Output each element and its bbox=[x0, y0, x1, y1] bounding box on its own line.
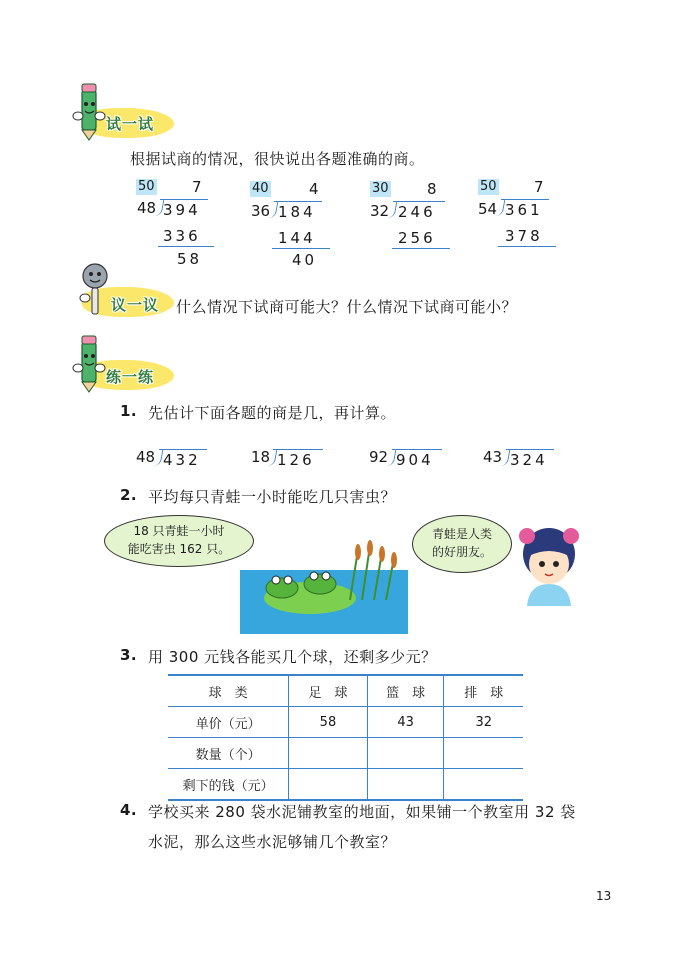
ball-price-table bbox=[168, 674, 523, 801]
table-header-cell: 球 类 bbox=[168, 675, 289, 707]
q3-number: 3. bbox=[120, 646, 138, 664]
table-cell: 单价（元） bbox=[168, 707, 289, 738]
q4-line1: 学校买来 280 袋水泥铺教室的地面，如果铺一个教室用 32 袋 bbox=[148, 803, 576, 821]
divisor: 54 bbox=[478, 200, 498, 218]
pencil-mascot-icon bbox=[72, 334, 106, 394]
division-bracket bbox=[160, 199, 208, 200]
bubble-line: 18 只青蛙一小时 bbox=[133, 524, 225, 538]
table-header-cell: 足 球 bbox=[289, 675, 368, 707]
trial-quotient: 50 bbox=[480, 179, 497, 194]
table-row bbox=[168, 707, 523, 738]
speech-bubble-left bbox=[104, 515, 254, 567]
dividend: 246 bbox=[398, 203, 436, 221]
table-header-cell: 排 球 bbox=[444, 675, 523, 707]
section-title-try: 试一试 bbox=[106, 115, 155, 133]
speech-bubble-right bbox=[412, 515, 512, 573]
table-cell: 43 bbox=[367, 707, 444, 738]
quotient: 7 bbox=[192, 178, 202, 196]
subtraction-line bbox=[158, 246, 214, 247]
table-row bbox=[168, 675, 523, 707]
divisor: 36 bbox=[251, 202, 271, 220]
divisor: 18 bbox=[251, 448, 271, 466]
dividend: 324 bbox=[510, 451, 548, 469]
product: 336 bbox=[163, 227, 201, 245]
q4-line2: 水泥，那么这些水泥够铺几个教室？ bbox=[148, 833, 397, 851]
table-cell bbox=[367, 738, 444, 769]
subtraction-line bbox=[392, 248, 450, 249]
table-cell bbox=[289, 738, 368, 769]
quotient: 7 bbox=[534, 178, 544, 196]
remainder: 58 bbox=[177, 250, 203, 268]
q2-text: 平均每只青蛙一小时能吃几只害虫？ bbox=[148, 488, 397, 506]
trial-quotient: 40 bbox=[252, 181, 269, 196]
page-number: 13 bbox=[596, 889, 612, 903]
table-cell: 58 bbox=[289, 707, 368, 738]
table-cell bbox=[289, 769, 368, 801]
table-cell: 32 bbox=[444, 707, 523, 738]
section-title-practice: 练一练 bbox=[106, 368, 155, 386]
divisor: 48 bbox=[136, 448, 156, 466]
dividend: 126 bbox=[277, 451, 315, 469]
quotient: 4 bbox=[309, 180, 319, 198]
division-bracket bbox=[273, 449, 323, 450]
q4-number: 4. bbox=[120, 801, 138, 819]
divisor: 92 bbox=[369, 448, 389, 466]
division-bracket bbox=[392, 449, 442, 450]
bubble-line: 的好朋友。 bbox=[431, 545, 492, 559]
division-bracket bbox=[274, 201, 322, 202]
pencil-mascot-icon bbox=[72, 82, 106, 142]
microphone-mascot-icon bbox=[78, 262, 112, 320]
q1-number: 1. bbox=[120, 402, 138, 420]
table-cell bbox=[444, 769, 523, 801]
q3-text: 用 300 元钱各能买几个球，还剩多少元？ bbox=[148, 648, 437, 666]
product: 378 bbox=[505, 227, 543, 245]
division-bracket bbox=[506, 449, 554, 450]
table-cell bbox=[444, 738, 523, 769]
product: 256 bbox=[398, 229, 436, 247]
dividend: 184 bbox=[278, 203, 316, 221]
bubble-line: 青蛙是人类 bbox=[431, 527, 492, 541]
table-row bbox=[168, 769, 523, 801]
quotient: 8 bbox=[427, 180, 437, 198]
table-cell: 剩下的钱（元） bbox=[168, 769, 289, 801]
dividend: 432 bbox=[163, 451, 201, 469]
frog-pond-illustration bbox=[240, 540, 408, 634]
product: 144 bbox=[278, 229, 316, 247]
table-cell bbox=[367, 769, 444, 801]
q2-number: 2. bbox=[120, 486, 138, 504]
section-title-discuss: 议一议 bbox=[111, 296, 160, 314]
trial-quotient: 50 bbox=[138, 179, 155, 194]
divisor: 48 bbox=[137, 199, 157, 217]
q1-text: 先估计下面各题的商是几，再计算。 bbox=[148, 404, 397, 422]
girl-avatar bbox=[515, 520, 583, 606]
bubble-line: 能吃害虫 162 只。 bbox=[127, 542, 231, 556]
discuss-question: 什么情况下试商可能大？什么情况下试商可能小？ bbox=[176, 298, 518, 316]
table-cell: 数量（个） bbox=[168, 738, 289, 769]
dividend: 394 bbox=[163, 201, 201, 219]
dividend: 904 bbox=[396, 451, 434, 469]
division-bracket bbox=[393, 201, 445, 202]
table-header-cell: 篮 球 bbox=[367, 675, 444, 707]
section1-instruction: 根据试商的情况，很快说出各题准确的商。 bbox=[130, 150, 425, 168]
division-bracket bbox=[159, 449, 207, 450]
trial-quotient: 30 bbox=[372, 181, 389, 196]
table-row bbox=[168, 738, 523, 769]
subtraction-line bbox=[498, 246, 556, 247]
dividend: 361 bbox=[505, 201, 543, 219]
divisor: 43 bbox=[483, 448, 503, 466]
divisor: 32 bbox=[370, 202, 390, 220]
division-bracket bbox=[501, 199, 549, 200]
subtraction-line bbox=[272, 248, 330, 249]
remainder: 40 bbox=[292, 251, 318, 269]
